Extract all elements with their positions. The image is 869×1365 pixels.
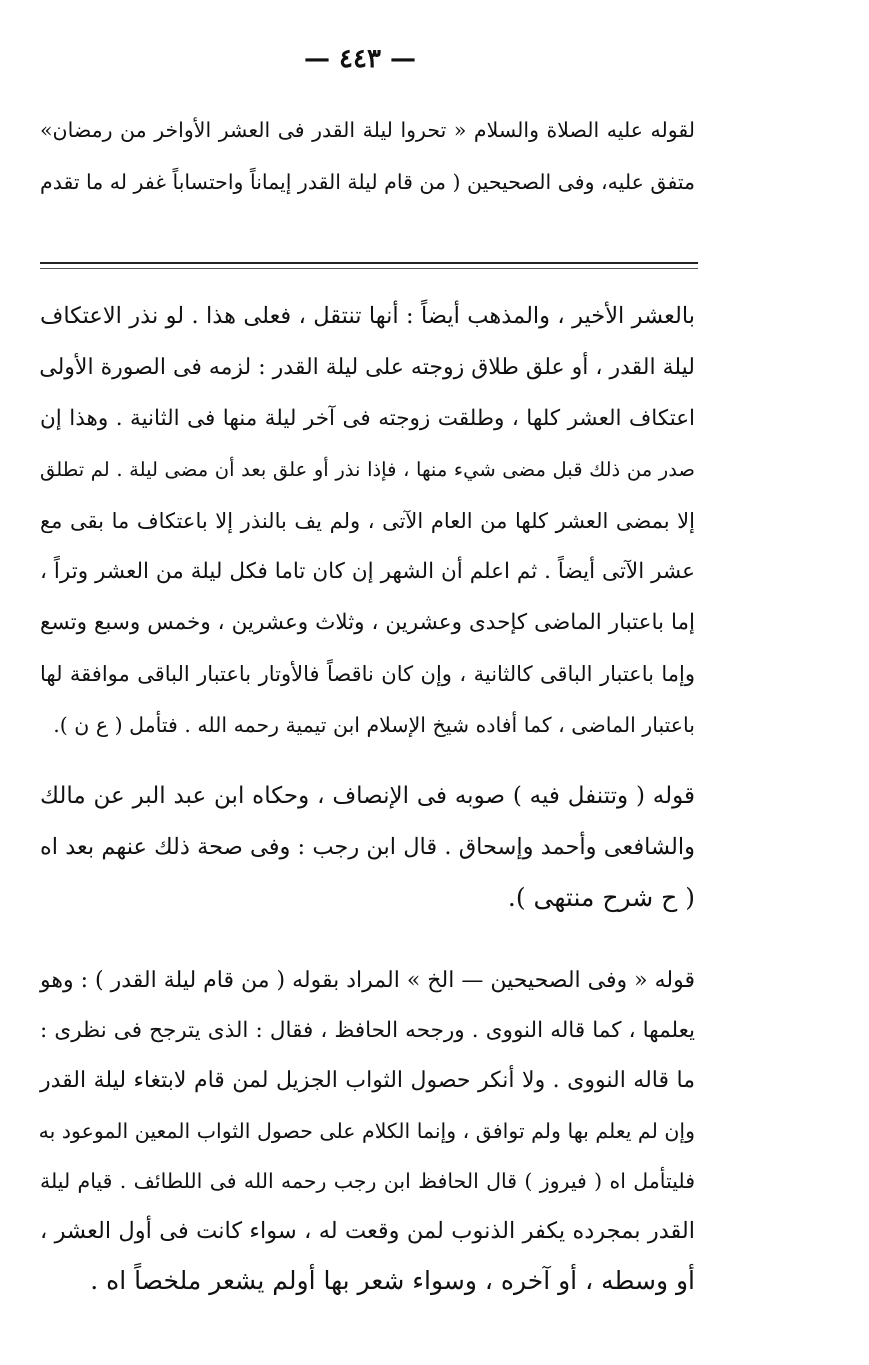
footnote-line: عشر الآتى أيضاً . ثم اعلم أن الشهر إن كان تاما فكل ليلة من العشر وتراً ، (40, 559, 695, 584)
footnote-line: بالعشر الأخير ، والمذهب أيضاً : أنها تنتقل ، فعلى هذا . لو نذر الاعتكاف (40, 303, 695, 329)
footnote-line: وإما باعتبار الباقى كالثانية ، وإن كان ناقصاً فالأوتار باعتبار الباقى موافقة لها (40, 662, 695, 686)
footnote-line: باعتبار الماضى ، كما أفاده شيخ الإسلام ابن تيمية رحمه الله . فتأمل ( ع ن ). (53, 713, 695, 737)
footnote-line: وإن لم يعلم بها ولم توافق ، وإنما الكلام على حصول الثواب المعين الموعود به (38, 1119, 695, 1143)
footnote-divider (40, 262, 698, 264)
footnote-line: إلا بمضى العشر كلها من العام الآتى ، ولم يف بالنذر إلا باعتكاف ما بقى مع (40, 509, 695, 533)
footnote-line: ( ح شرح منتهى ). (507, 883, 695, 912)
footnote-line: إما باعتبار الماضى كإحدى وعشرين ، وثلاث وعشرين ، وخمس وسبع وتسع (40, 610, 695, 635)
footnote-line: قوله « وفى الصحيحين — الخ » المراد بقوله ( من قام ليلة القدر ) : وهو (40, 968, 695, 993)
footnote-line: صدر من ذلك قبل مضى شيء منها ، فإذا نذر أو علق بعد أن مضى ليلة . لم تطلق (40, 458, 695, 481)
main-text-line: لقوله عليه الصلاة والسلام « تحروا ليلة القدر فى العشر الأواخر من رمضان» (40, 118, 695, 142)
footnote-line: قوله ( وتتنفل فيه ) صوبه فى الإنصاف ، وحكاه ابن عبد البر عن مالك (40, 783, 695, 809)
footnote-line: القدر بمجرده يكفر الذنوب لمن وقعت له ، سواء كانت فى أول العشر ، (40, 1218, 695, 1244)
footnote-divider-thin (40, 268, 698, 269)
footnote-line: اعتكاف العشر كلها ، وطلقت زوجته فى آخر ليلة منها فى الثانية . وهذا إن (40, 406, 695, 431)
footnote-line: أو وسطه ، أو آخره ، وسواء شعر بها أولم يشعر ملخصاً اه . (90, 1266, 695, 1295)
footnote-line: يعلمها ، كما قاله النووى . ورجحه الحافظ ، فقال : الذى يترجح فى نظرى : (40, 1018, 695, 1043)
footnote-line: والشافعى وأحمد وإسحاق . قال ابن رجب : وفى صحة ذلك عنهم بعد اه (40, 834, 695, 860)
main-text-line: متفق عليه، وفى الصحيحين ( من قام ليلة القدر إيماناً واحتساباً غفر له ما تقدم (40, 170, 695, 194)
footnote-line: ما قاله النووى . ولا أنكر حصول الثواب الجزيل لمن قام لابتغاء ليلة القدر (40, 1068, 695, 1093)
footnote-line: ليلة القدر ، أو علق طلاق زوجته على ليلة القدر : لزمه فى الصورة الأولى (39, 355, 695, 380)
footnote-line: فليتأمل اه ( فيروز ) قال الحافظ ابن رجب رحمه الله فى اللطائف . قيام ليلة (40, 1169, 695, 1193)
page-number: — ٤٤٣ — (303, 44, 417, 74)
